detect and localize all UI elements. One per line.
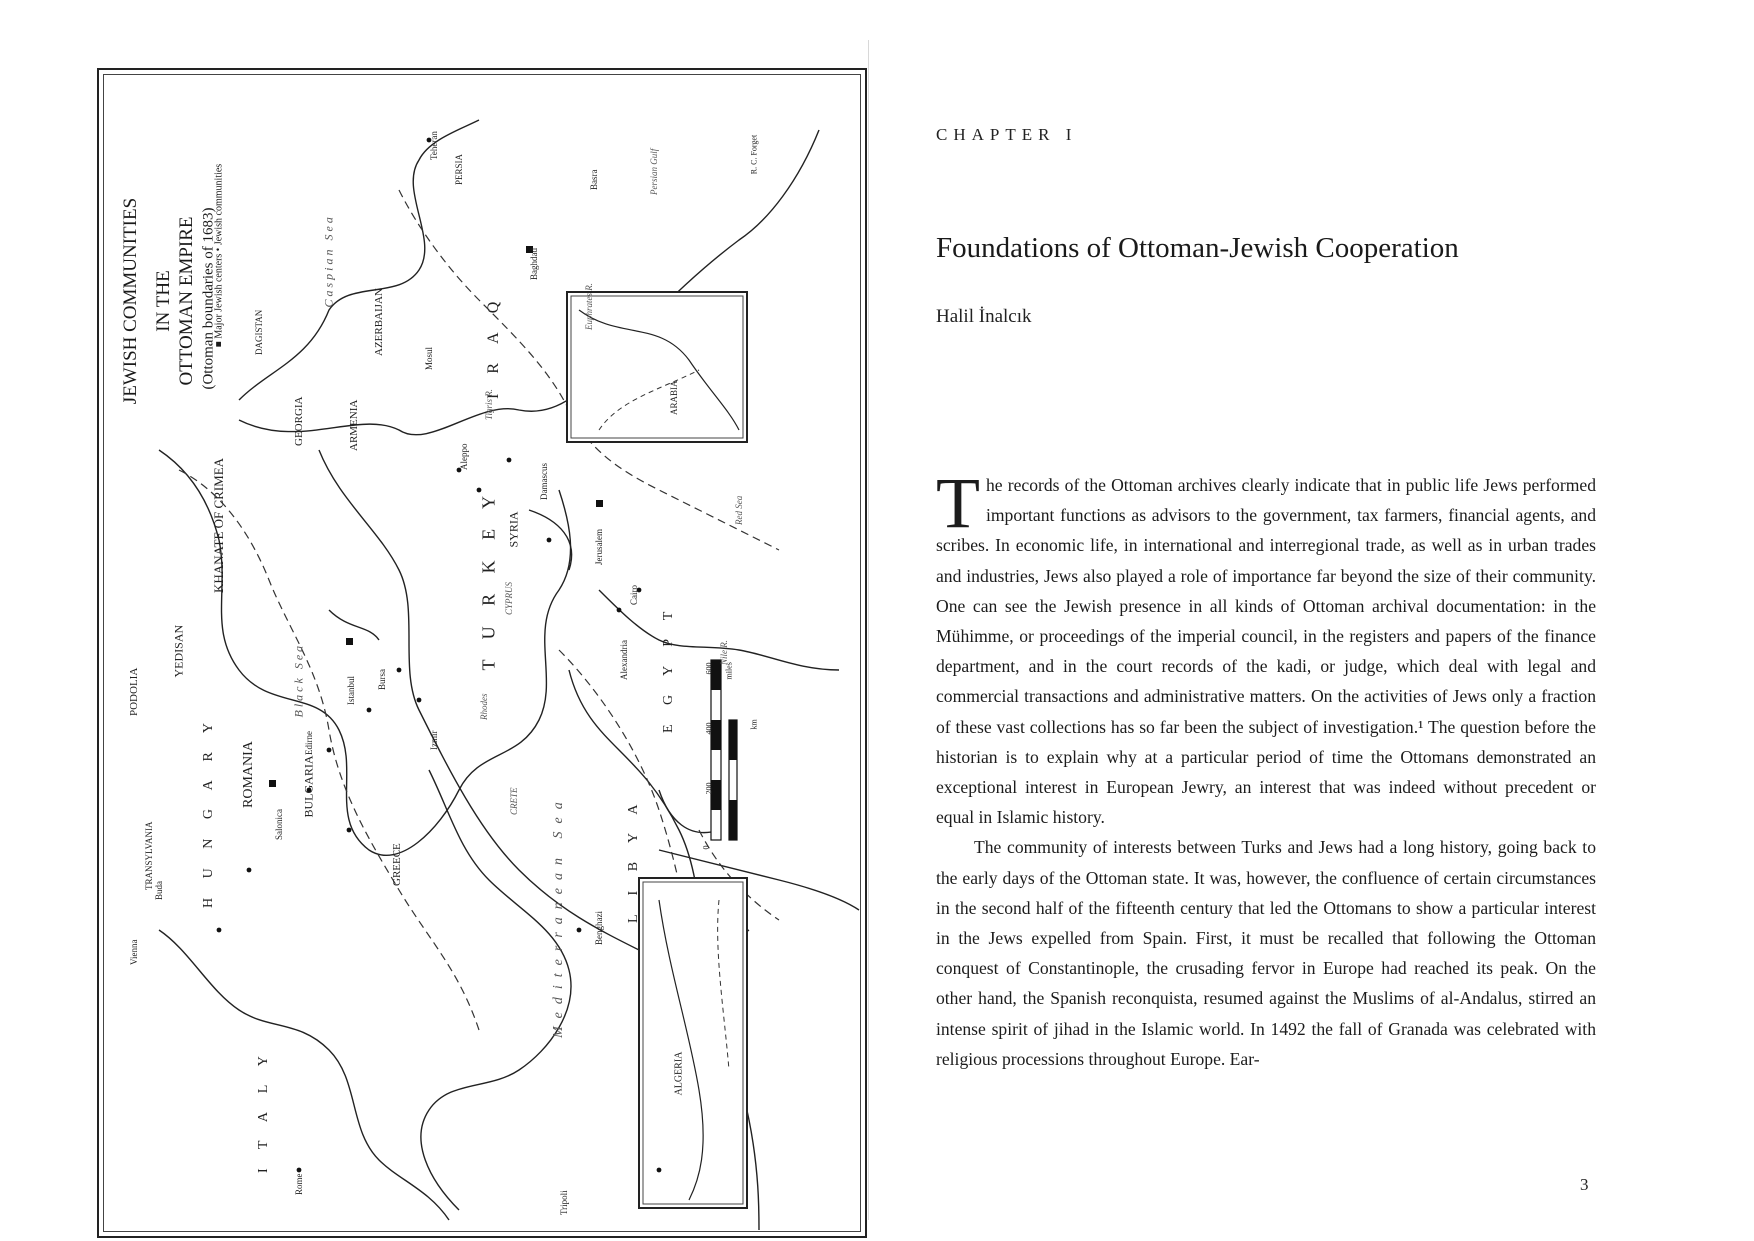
label-armenia: ARMENIA [348,399,360,451]
label-romania: ROMANIA [241,741,256,808]
scale-0: 0 [701,845,711,850]
city-rhodes: Rhodes [479,693,489,720]
scale-400-miles: 400 [704,722,714,735]
label-crete: CRETE [509,787,519,815]
label-persian-gulf: Persian Gulf [649,148,659,195]
map-subtitle: (Ottoman boundaries of 1683) [200,207,217,390]
label-khanate: KHANATE OF CRIMEA [211,457,226,593]
paragraph-2: The community of interests between Turks and Jews had a long history, going back to the early days of the Ottoman state. It was, however, the confluence of certain circumstances in the second half of the fifteenth century that led the Ottomans to show a particular interest in the Jews expelled from Spain. First, it must be recalled that following the Ottoman conquest of Constantinople, the crusading fervor in Europe had reached its peak. On the other hand, the Spanish reconquista, resumed against the Muslims of al-Andalus, stirred an intense spirit of jihad in the Islamic world. In 1492 the fall of Granada was celebrated with religious processions throughout Europe. Ear- [936,837,1596,1069]
drop-cap: T [936,463,980,543]
label-mediterranean: Mediterranean Sea [551,794,566,1038]
city-cairo: Cairo [629,585,639,605]
city-rome: Rome [294,1173,304,1195]
label-tigris: Tigris R. [484,388,494,420]
label-algeria: ALGERIA [673,1051,685,1096]
city-baghdad: Baghdad [529,248,539,280]
label-georgia: GEORGIA [293,396,305,446]
city-mosul: Mosul [424,346,434,370]
city-benghazi: Benghazi [594,911,604,945]
city-damascus: Damascus [539,463,549,500]
chapter-author: Halil İnalcık [936,306,1032,327]
scale-km: km [749,719,759,730]
city-vienna: Vienna [129,939,139,965]
label-syria: SYRIA [506,511,521,548]
map-title-line3: OTTOMAN EMPIRE [176,216,197,386]
label-podolia: PODOLIA [128,667,140,716]
city-teheran: Teheran [429,131,439,160]
map-title-line1: JEWISH COMMUNITIES [120,197,141,405]
label-yedisan: YEDISAN [171,624,186,678]
label-azerbaijan: AZERBAIJAN [373,288,385,356]
label-egypt: E G Y P T [661,603,676,733]
label-red-sea: Red Sea [734,495,744,525]
label-iraq: I R A Q [485,293,502,399]
chapter-heading: CHAPTER I [936,125,1078,144]
label-euphrates: Euphrates R. [584,283,594,330]
scale-miles: miles [724,662,734,680]
page-number: 3 [1580,1175,1589,1194]
label-black-sea: Black Sea [291,642,306,718]
map-figure [97,68,867,1238]
city-aleppo: Aleppo [459,443,469,470]
label-hungary: H U N G A R Y [201,715,216,908]
label-nile: Nile R. [719,640,729,665]
label-libya: L I B Y A [626,796,641,923]
label-bulgaria: BULGARIA [301,755,316,818]
chapter-title: Foundations of Ottoman-Jewish Cooperation [936,232,1459,264]
city-alexandria: Alexandria [619,640,629,680]
label-arabia: ARABIA [669,380,679,415]
label-greece: GREECE [391,843,403,886]
city-basra: Basra [589,169,599,190]
label-caspian-sea: Caspian Sea [321,214,336,308]
body-text [936,463,1596,1074]
city-edirne: Edirne [304,731,314,755]
city-jerusalem: Jerusalem [594,529,604,565]
caspian-coast [239,120,479,400]
label-cyprus: CYPRUS [504,581,514,615]
city-istanbul: Istanbul [346,676,356,705]
city-salonica: Salonica [274,809,284,840]
label-dagistan: DAGISTAN [254,309,264,355]
paragraph-1-text: he records of the Ottoman archives clearly indicate that in public life Jews performed important functions as advisors to the government, tax farmers, financial agents, and scribes. In economic life, in international and interregional trade, as well as in urban trades and industries, Jews also played a role of importance far beyond the size of their community. One can see the Jewish presence in all kinds of Ottoman archival documentation: in the Mühimme, or proceedings of the imperial council, in the registers and papers of the finance department, and in the court records of the kadi, or judge, which deal with legal and commercial transactions and administrative matters. On the activities of Jews only a fraction of these vast collections has so far been the subject of investigation.¹ The question before the historian is to explain why at a particular period of time the Ottomans demonstrated an exceptional interest in European Jewry, an interest that was indeed without precedent or equal in Islamic history. [936,475,1596,828]
crimea-coast [329,610,379,640]
scale-600-miles: 600 [704,662,714,675]
label-transylvania: TRANSYLVANIA [144,821,154,890]
city-izmir: Izmir [429,730,439,750]
city-bursa: Bursa [377,669,387,690]
scale-200-miles: 200 [704,782,714,795]
label-italy: I T A L Y [256,1048,271,1173]
map-legend: ■ Major Jewish centers • Jewish communities [213,163,225,348]
city-tripoli: Tripoli [559,1190,569,1215]
greece-coast [421,770,571,1210]
paragraph-1 [936,463,1596,832]
crete-coast [659,790,719,833]
label-turkey: T U R K E Y [478,488,499,671]
map-credit: R. C. Forget [749,134,759,175]
map-title-line2: IN THE [153,270,174,332]
label-persia: PERSIA [454,153,464,185]
italy-coast [159,930,449,1220]
page-gutter [868,40,869,1220]
city-buda: Buda [154,881,164,900]
